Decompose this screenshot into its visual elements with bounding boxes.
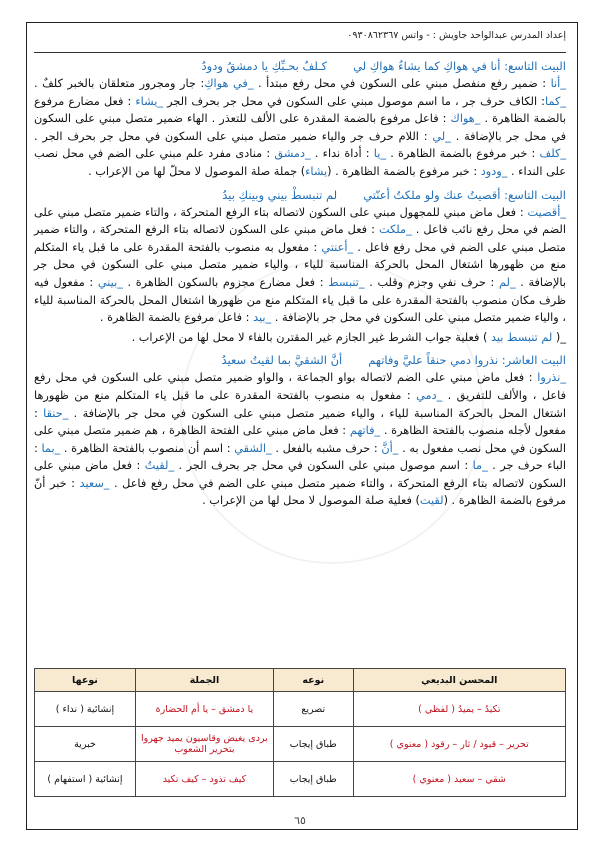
sentence-type-cell: خبرية <box>35 727 136 762</box>
device-type-cell: تصريع <box>273 692 353 727</box>
rhetoric-table <box>34 668 566 797</box>
header-divider <box>34 52 566 53</box>
parsed-word: _في هواكِ <box>204 77 254 90</box>
parsed-word: _لقيتُ <box>144 459 175 473</box>
section-verse-10 <box>34 352 566 510</box>
parsing-text: : فاعل مرفوع بالضمة الظاهرة . <box>99 311 254 325</box>
parsing-text: : مفعول به منصوب بالفتحة المقدرة على ما قبل ياء المتكلم منع من ظهورها اشتغال المحل بالحركة المناسبة للياء ، والياء ضمير متصل مبني على السكون في محل جر بالإضافة . <box>34 388 566 420</box>
parsed-word: _هواك <box>450 112 481 126</box>
parsed-word: _ودود <box>480 164 508 178</box>
parsing-text: : حرف مشبه بالفعل . <box>271 441 382 455</box>
parsing-text: : فعل ماض مبني على الفتحة الظاهرة ، هم ضمير متصل مبني على السكون في محل نصب مفعول به . <box>34 424 566 455</box>
parsed-word: _نذروا <box>537 371 566 385</box>
device-type-cell: طباق إيجاب <box>273 762 353 797</box>
parsed-word: يشاء <box>305 164 328 178</box>
parsed-word: _دمي <box>416 388 443 402</box>
verse-line <box>34 352 566 369</box>
sentence-type-cell: إنشائية ( استفهام ) <box>35 762 136 797</box>
parsed-word: _يشاء <box>135 94 163 108</box>
parsing-text: : فعل ماض مبني على الضم لاتصاله بواو الجماعة ، والواو ضمير متصل مبني على السكون في محل رفع فاعل ، والألف للتفريق . <box>34 371 566 402</box>
parsed-word: لقيت <box>419 494 444 508</box>
parsed-word: _أنا <box>550 77 566 90</box>
parsing-text: : فعل مضارع مجزوم بالسكون الظاهرة . <box>122 275 329 289</box>
parsing-paragraph <box>34 75 566 181</box>
parsed-word: _ما <box>472 459 488 473</box>
section-verse-9b <box>34 187 566 347</box>
parsed-word: _كما <box>545 94 566 108</box>
conclusion-open: _( <box>552 330 566 344</box>
parsed-word: _بيد <box>253 311 272 325</box>
parsed-word: _ملكت <box>378 223 412 237</box>
parsed-word: _حنقا <box>43 406 69 420</box>
column-header: نوعها <box>35 669 136 692</box>
verse-hemistich-2: كـلفٌ بحـبِّكِ يا دمشقُ ودودُ <box>201 59 328 73</box>
parsing-text: ) جملة صلة الموصول لا محلّ لها من الإعراب . <box>88 164 306 178</box>
parsing-text: : اسم أن منصوب بالفتحة الظاهرة . <box>60 441 235 455</box>
parsing-text: : فعل ماض مبني على السكون لاتصاله بتاء الرفع المتحركة ، والتاء ضمير متصل مبني على الضم في محل رفع فاعل . <box>34 223 566 254</box>
page-header: إعداد المدرس عبدالواحد جاويش : - واتس ٠٩٣٠٨٦٢٣٦٧ <box>347 30 566 41</box>
parsing-text: : جار ومجرور متعلقان بالخبر كلفٌ . <box>34 77 205 90</box>
parsed-word: _يا <box>373 147 387 161</box>
parsed-word: _الشقي <box>234 441 272 455</box>
table-header-row <box>35 669 566 692</box>
device-cell: شقي – سعيد ( معنوي ) <box>353 762 565 797</box>
parsing-text: : الكاف حرف جر ، ما اسم موصول مبني على السكون في محل جر بحرف الجر <box>163 94 545 108</box>
device-cell: تكيدُ – يميدُ ( لفظي ) <box>353 692 565 727</box>
parsing-text: : اسم موصول مبني على السكون في محل جر بحرف الجر . <box>174 459 473 473</box>
parsing-text: : حرف نفي وجزم وقلب . <box>364 275 499 289</box>
parsing-paragraph <box>34 204 566 327</box>
parsing-text: : منادى مفرد علم مبني على الضم في محل نصب على النداء . <box>34 147 566 178</box>
parsed-word: _لم <box>499 275 516 289</box>
column-header: الجملة <box>135 669 273 692</box>
parsing-text: : مفعول به منصوب بالفتحة المقدرة على ما قبل ياء المتكلم منع من ظهورها اشتغال المحل بالحركة المناسبة للياء ، والياء ضمير متصل مبني على السكون في محل جر بالإضافة . <box>34 240 566 289</box>
device-type-cell: طباق إيجاب <box>273 727 353 762</box>
table-row <box>35 692 566 727</box>
parsed-sentence: لم تنبسط بيد <box>490 330 553 344</box>
parsing-text: ) فعلية صلة الموصول لا محل لها من الإعراب . <box>202 494 420 508</box>
parsed-word: _سعيد <box>79 476 110 490</box>
parsing-text: : خبر مرفوع بالضمة الظاهرة . <box>386 147 540 161</box>
parsed-word: _أنَّ <box>381 441 399 455</box>
document-body <box>34 58 566 516</box>
parsing-text: : فعل ماض مبني على السكون لاتصاله بتاء الرفع المتحركة ، والتاء ضمير متصل مبني على الضم في محل رفع فاعل . <box>34 459 566 490</box>
parsing-text: : اللام حرف جر والياء ضمير متصل مبني على السكون في محل جر بحرف الجر . <box>34 129 433 143</box>
parsed-word: _تنبسط <box>328 275 365 289</box>
verse-hemistich-1: البيت التاسع: أقصيتُ عنك ولو ملكتُ أعنّتي <box>363 187 566 202</box>
parsed-word: _أقصيت <box>527 205 566 219</box>
sentence-cell: كيف تذود – كيف تكيد <box>135 762 273 797</box>
parsing-text: : ضمير رفع منفصل مبني على السكون في محل رفع مبتدأ . <box>253 77 551 90</box>
parsing-text: : فعل مضارع مرفوع بالضمة الظاهرة . <box>34 94 566 126</box>
verse-line <box>34 58 566 75</box>
parsing-text: : الباء حرف جر . <box>34 441 566 473</box>
conclusion-text: ) فعلية جواب الشرط غير الجازم غير المقترن بالفاء لا محل لها من الإعراب . <box>131 330 491 344</box>
sentence-conclusion <box>34 329 566 347</box>
verse-hemistich-1: البيت التاسع: أنا في هواكِ كما يشاءُ هواكِ لي <box>353 59 566 73</box>
parsed-word: _بما <box>41 441 61 455</box>
parsing-paragraph <box>34 369 566 510</box>
parsing-text: : أداة نداء . <box>310 147 374 161</box>
parsed-word: _أعنتي <box>321 240 354 254</box>
table-row <box>35 727 566 762</box>
parsed-word: _بيني <box>97 275 123 289</box>
device-cell: تحرير – قيود / ثار – رقود ( معنوي ) <box>353 727 565 762</box>
table-row <box>35 762 566 797</box>
parsing-text: : مفعول لأجله منصوب بالفتحة الظاهرة . <box>34 406 567 438</box>
verse-line <box>34 187 566 204</box>
page-number: ٦٥ <box>294 814 306 827</box>
parsed-word: _كلف <box>539 147 566 161</box>
parsing-text: : فعل ماض مبني للمجهول مبني على السكون لاتصاله بتاء الرفع المتحركة ، والتاء ضمير متصل مبني على الضم في محل رفع نائب فاعل . <box>34 205 566 237</box>
parsing-text: : خبر أنّ مرفوع بالضمة الظاهرة . ( <box>34 476 566 508</box>
sentence-cell: يا دمشق – يا أم الحضارة <box>135 692 273 727</box>
parsing-text: : خبر مرفوع بالضمة الظاهرة . ( <box>327 164 481 178</box>
parsed-word: _فاتهم <box>349 424 381 438</box>
parsing-text: : فاعل مرفوع بالضمة المقدرة على الألف للتعذر . الهاء ضمير متصل مبني على السكون في محل جر بالإضافة . <box>34 112 567 143</box>
sentence-type-cell: إنشائية ( نداء ) <box>35 692 136 727</box>
parsed-word: _لي <box>432 129 451 143</box>
verse-hemistich-2: لم تنبسطْ بيني وبينكِ بيدُ <box>222 187 338 202</box>
column-header: المحسن البديعي <box>353 669 565 692</box>
verse-hemistich-1: البيت العاشر: نذروا دمي حنقاً عليَّ وفاتهم <box>368 353 566 368</box>
sentence-cell: بردى يغيض وقاسيون يميد جهروا بتحرير الشعوب <box>135 727 273 762</box>
parsed-word: _دمشق <box>274 147 311 161</box>
column-header: نوعه <box>273 669 353 692</box>
verse-hemistich-2: أنَّ الشقيَّ بما لقيتُ سعيدُ <box>221 353 343 368</box>
section-verse-9a <box>34 58 566 181</box>
parsing-text: : مفعول فيه ظرف مكان منصوب بالفتحة المقدرة على ما قبل ياء المتكلم منع من ظهورها اشتغال المحل بالحركة المناسبة للياء ، والياء ضمير متصل مبني على السكون في محل جر بالإضافة . <box>34 275 566 325</box>
